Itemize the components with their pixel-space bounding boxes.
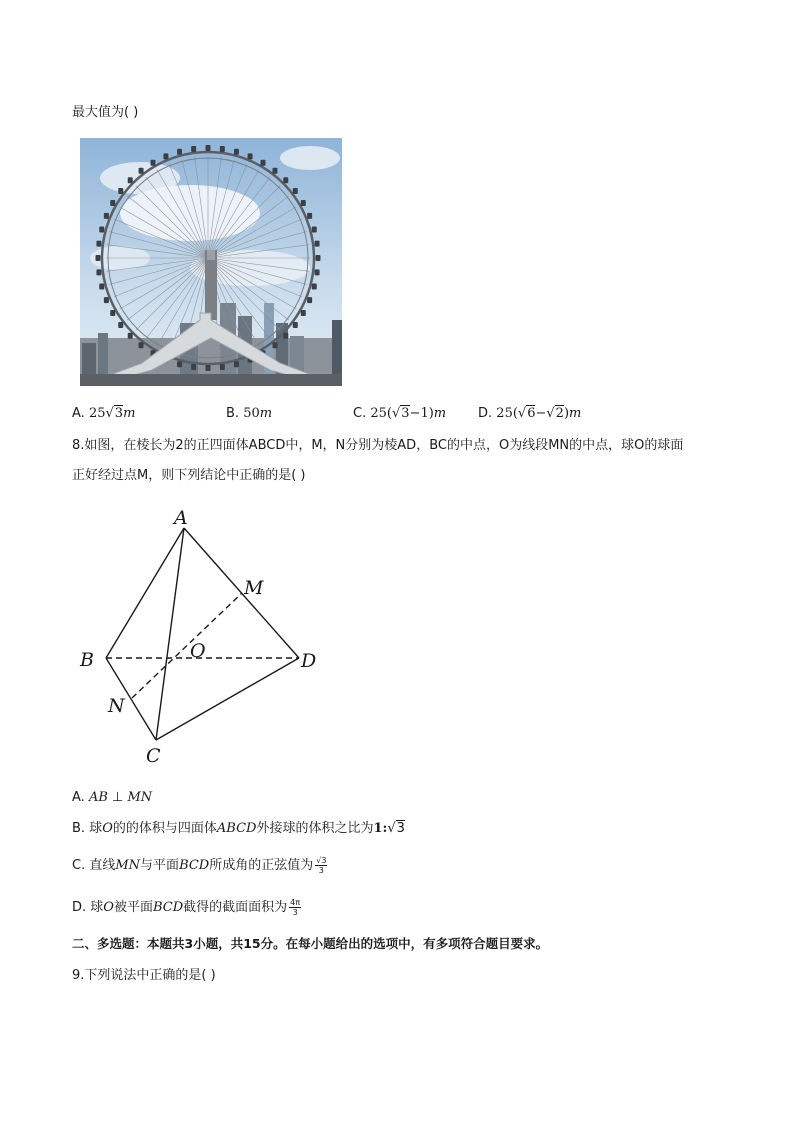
- label-vertex-a: A: [174, 507, 188, 529]
- q8-option-d: D. 球O被平面BCD截得的截面面积为 $\frac{4\pi}{3}$: [72, 898, 301, 917]
- question-8-stem-line1: 8.如图，在棱长为2的正四面体ABCD中，M，N分别为棱AD，BC的中点，O为线段MN的中点，球O的球面: [72, 438, 684, 453]
- label-vertex-d: D: [301, 650, 317, 672]
- q8-option-a: A. AB ⊥ MN: [72, 790, 153, 805]
- q7-option-a: A. 25√3m: [72, 406, 136, 421]
- q7-option-b: B. 50m: [226, 406, 273, 421]
- question-9-stem: 9.下列说法中正确的是( ): [72, 968, 216, 983]
- section-2-heading: 二、多选题：本题共3小题，共15分。在每小题给出的选项中，有多项符合题目要求。: [72, 936, 549, 951]
- label-vertex-c: C: [146, 745, 161, 767]
- ferris-wheel-photo: [80, 138, 342, 386]
- label-point-m: M: [244, 577, 264, 599]
- q7-option-c: C. 25(√3−1)m: [353, 406, 447, 421]
- q7-option-d: D. 25(√6−√2)m: [478, 406, 582, 421]
- q8-option-b: B. 球O的的体积与四面体ABCD外接球的体积之比为1:√3: [72, 821, 405, 836]
- label-point-o: O: [190, 640, 206, 662]
- q8-option-c: C. 直线MN与平面BCD所成角的正弦值为 $\frac{√3}{3}$: [72, 856, 327, 875]
- question-7-tail: 最大值为( ): [72, 105, 139, 120]
- label-vertex-b: B: [80, 649, 94, 671]
- question-8-stem-line2: 正好经过点M，则下列结论中正确的是( ): [72, 468, 306, 483]
- tetrahedron-figure: [72, 500, 332, 775]
- label-point-n: N: [108, 695, 125, 717]
